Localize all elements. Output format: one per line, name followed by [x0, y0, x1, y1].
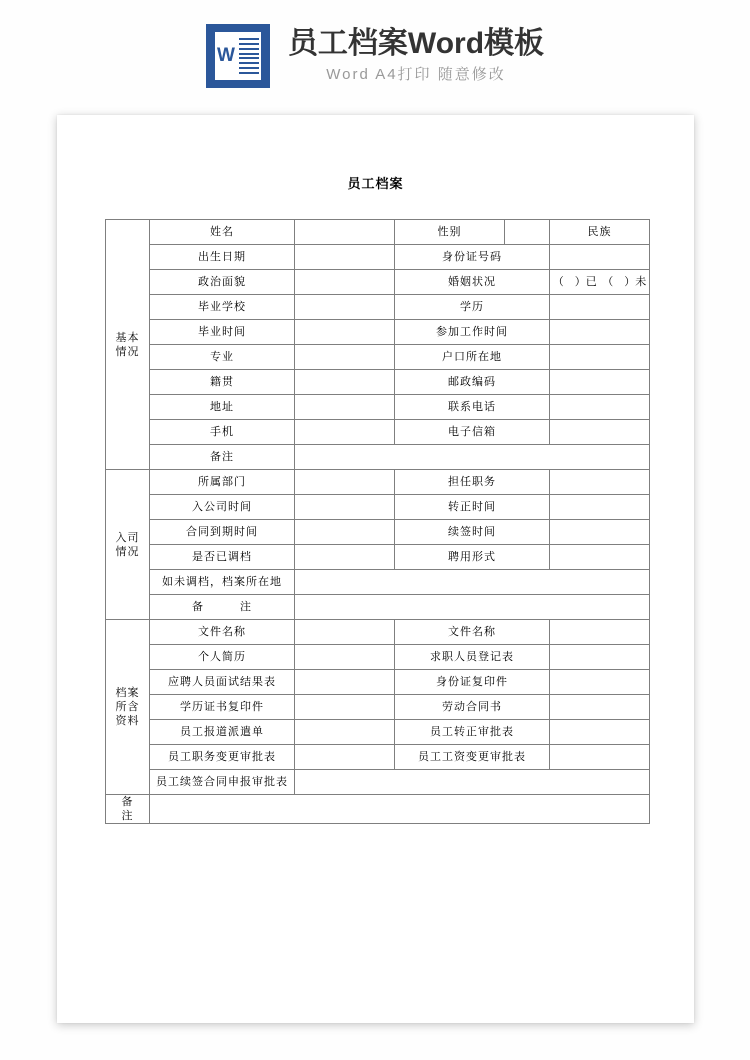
employee-record-table	[105, 219, 650, 824]
field-value-input[interactable]	[295, 570, 650, 595]
field-value-input[interactable]	[550, 470, 650, 495]
table-row	[106, 670, 650, 695]
table-row	[106, 220, 650, 245]
field-value-input[interactable]	[295, 695, 395, 720]
field-value-input[interactable]	[550, 245, 650, 270]
table-row	[106, 245, 650, 270]
table-row	[106, 595, 650, 620]
field-label: 备注	[150, 445, 295, 470]
banner-subtitle: Word A4打印 随意修改	[326, 66, 506, 83]
field-value-input[interactable]	[550, 695, 650, 720]
field-value-input[interactable]	[550, 645, 650, 670]
table-row	[106, 745, 650, 770]
table-row	[106, 420, 650, 445]
field-value-input[interactable]	[295, 745, 395, 770]
field-value-input[interactable]	[295, 545, 395, 570]
field-value-input[interactable]	[295, 295, 395, 320]
field-value-input[interactable]	[550, 670, 650, 695]
field-label: 身份证复印件	[395, 670, 550, 695]
field-value-input[interactable]	[550, 620, 650, 645]
field-label: 邮政编码	[395, 370, 550, 395]
field-label: 专业	[150, 345, 295, 370]
field-value-input[interactable]	[295, 470, 395, 495]
field-label: 文件名称	[395, 620, 550, 645]
field-value-input[interactable]	[550, 420, 650, 445]
field-value-input[interactable]	[550, 520, 650, 545]
field-label: 员工续签合同申报审批表	[150, 770, 295, 795]
field-value-input[interactable]	[295, 620, 395, 645]
field-label: 员工工资变更审批表	[395, 745, 550, 770]
field-value-input[interactable]	[295, 220, 395, 245]
banner-text-group	[288, 25, 544, 87]
field-value-input[interactable]	[550, 495, 650, 520]
field-label: 民族	[550, 220, 650, 245]
field-value-input[interactable]	[295, 720, 395, 745]
table-row	[106, 295, 650, 320]
field-value-input[interactable]	[295, 345, 395, 370]
table-row	[106, 445, 650, 470]
field-label: 电子信箱	[395, 420, 550, 445]
table-row	[106, 520, 650, 545]
header-banner	[0, 0, 750, 112]
field-value-input[interactable]	[295, 520, 395, 545]
banner-inner	[206, 24, 544, 88]
document-title: 员工档案	[347, 176, 404, 191]
table-row	[106, 795, 650, 824]
field-label: 员工转正审批表	[395, 720, 550, 745]
field-label: 如未调档，档案所在地	[150, 570, 295, 595]
table-row	[106, 320, 650, 345]
field-label: 是否已调档	[150, 545, 295, 570]
field-value-input[interactable]	[550, 545, 650, 570]
field-label: 姓名	[150, 220, 295, 245]
table-row	[106, 370, 650, 395]
word-document-icon	[206, 24, 270, 88]
field-value-input[interactable]	[550, 320, 650, 345]
field-value-input[interactable]	[550, 295, 650, 320]
field-label: 政治面貌	[150, 270, 295, 295]
table-row	[106, 720, 650, 745]
table-body	[106, 220, 650, 824]
field-value-input[interactable]	[550, 745, 650, 770]
field-value-input[interactable]	[505, 220, 550, 245]
field-label: 手机	[150, 420, 295, 445]
banner-title: 员工档案Word模板	[287, 27, 545, 60]
field-value-input[interactable]	[295, 770, 650, 795]
section-label-3: 备 注	[106, 795, 150, 824]
field-label: 毕业学校	[150, 295, 295, 320]
field-value-input[interactable]	[295, 595, 650, 620]
field-label: 应聘人员面试结果表	[150, 670, 295, 695]
notes-area[interactable]	[150, 795, 650, 824]
field-value-input[interactable]: （ ）已 （ ）未	[550, 270, 650, 295]
field-label: 劳动合同书	[395, 695, 550, 720]
word-icon-text-lines	[239, 38, 259, 74]
field-value-input[interactable]	[295, 670, 395, 695]
field-label: 担任职务	[395, 470, 550, 495]
field-label: 文件名称	[150, 620, 295, 645]
field-value-input[interactable]	[295, 420, 395, 445]
field-label: 户口所在地	[395, 345, 550, 370]
table-row	[106, 770, 650, 795]
field-label: 转正时间	[395, 495, 550, 520]
field-label: 婚姻状况	[395, 270, 550, 295]
table-row	[106, 470, 650, 495]
field-label: 毕业时间	[150, 320, 295, 345]
field-value-input[interactable]	[295, 320, 395, 345]
table-row	[106, 645, 650, 670]
field-value-input[interactable]	[550, 720, 650, 745]
field-value-input[interactable]	[550, 370, 650, 395]
table-row	[106, 345, 650, 370]
document-page	[57, 115, 694, 1023]
field-value-input[interactable]	[295, 245, 395, 270]
field-value-input[interactable]	[295, 495, 395, 520]
field-value-input[interactable]	[295, 395, 395, 420]
field-label: 籍贯	[150, 370, 295, 395]
table-row	[106, 620, 650, 645]
word-icon-letter: W	[216, 45, 235, 66]
field-label: 学历	[395, 295, 550, 320]
field-label: 参加工作时间	[395, 320, 550, 345]
field-label: 入公司时间	[150, 495, 295, 520]
table-row	[106, 395, 650, 420]
employee-record-form	[105, 219, 649, 824]
section-label-1: 入司 情况	[106, 470, 150, 620]
table-row	[106, 270, 650, 295]
field-value-input[interactable]	[295, 445, 650, 470]
field-value-input[interactable]	[295, 270, 395, 295]
field-label: 身份证号码	[395, 245, 550, 270]
field-label: 员工职务变更审批表	[150, 745, 295, 770]
field-label: 合同到期时间	[150, 520, 295, 545]
field-value-input[interactable]	[295, 370, 395, 395]
table-row	[106, 570, 650, 595]
field-value-input[interactable]	[295, 645, 395, 670]
section-label-0: 基本 情况	[106, 220, 150, 470]
section-label-2: 档案 所含 资料	[106, 620, 150, 795]
field-label: 所属部门	[150, 470, 295, 495]
field-label: 聘用形式	[395, 545, 550, 570]
table-row	[106, 495, 650, 520]
field-label: 出生日期	[150, 245, 295, 270]
field-label: 求职人员登记表	[395, 645, 550, 670]
table-row	[106, 545, 650, 570]
table-row	[106, 695, 650, 720]
field-label: 个人简历	[150, 645, 295, 670]
field-label: 学历证书复印件	[150, 695, 295, 720]
field-value-input[interactable]	[550, 345, 650, 370]
field-label: 员工报道派遣单	[150, 720, 295, 745]
field-label: 地址	[150, 395, 295, 420]
field-value-input[interactable]	[550, 395, 650, 420]
field-label: 备 注	[150, 595, 295, 620]
field-label: 性别	[395, 220, 505, 245]
field-label: 联系电话	[395, 395, 550, 420]
field-label: 续签时间	[395, 520, 550, 545]
